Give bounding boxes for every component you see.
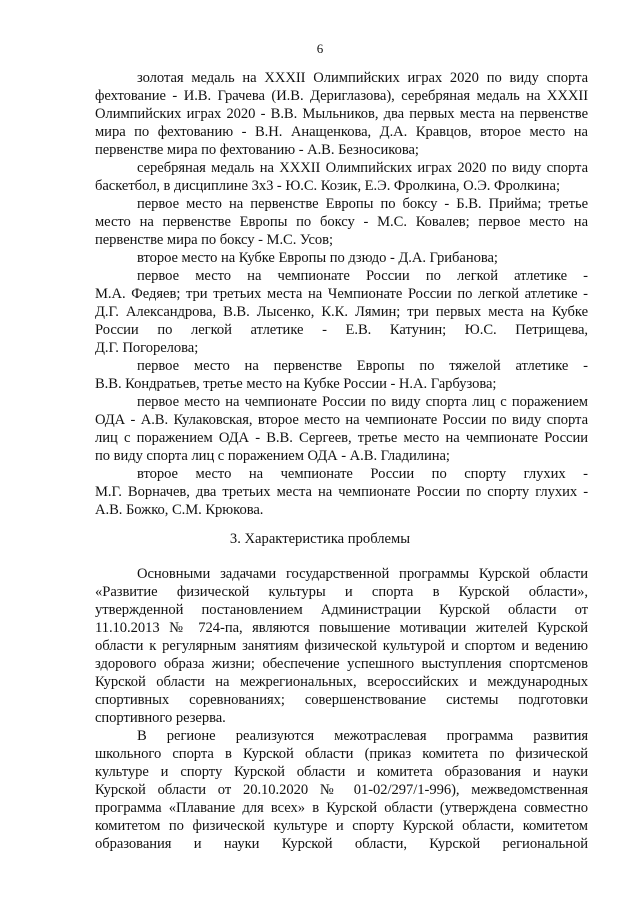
text-line: баскетбол, в дисциплине 3х3 - Ю.С. Козик, Е.Э. Фролкина, О.Э. Фролкина;	[95, 178, 560, 194]
text-line: В регионе реализуются межотраслевая программа развития	[137, 728, 588, 744]
text-line: первое место на чемпионате России по виду спорта лиц с поражением	[137, 394, 588, 410]
text-line: спортивного резерва.	[95, 710, 226, 726]
text-line: Основными задачами государственной программы Курской области	[137, 566, 588, 582]
text-line: А.В. Божко, С.М. Крюкова.	[95, 502, 264, 518]
text-line: первенстве мира по боксу - М.С. Усов;	[95, 232, 333, 248]
text-line: России по легкой атлетике - Е.В. Катунин; Ю.С. Петрищева,	[95, 322, 588, 338]
text-line: области к регулярным занятиям физической культурой и спортом и ведению	[95, 638, 588, 654]
text-line: образования и науки Курской области, Курской региональной	[95, 836, 588, 852]
text-line: школьного спорта в Курской области (приказ комитета по физической	[95, 746, 588, 762]
text-line: первое место на чемпионате России по легкой атлетике -	[137, 268, 588, 284]
text-line: серебряная медаль на XXXII Олимпийских играх 2020 по виду спорта	[137, 160, 588, 176]
text-line: ОДА - А.В. Кулаковская, второе место на чемпионате России по виду спорта	[95, 412, 588, 428]
text-line: спортивных соревнованиях; совершенствование системы подготовки	[95, 692, 588, 708]
text-line: по виду спорта лиц с поражением ОДА - А.В. Гладилина;	[95, 448, 450, 464]
text-line: Д.Г. Погорелова;	[95, 340, 199, 356]
text-line: программа «Плавание для всех» в Курской области (утверждена совместно	[95, 800, 588, 816]
text-line: первое место на первенстве Европы по боксу - Б.В. Прийма; третье	[137, 196, 588, 212]
text-line: Д.Г. Александрова, В.В. Лысенко, К.К. Лямин; три первых места на Кубке	[95, 304, 588, 320]
text-line: утвержденной постановлением Администрации Курской области от	[95, 602, 588, 618]
text-line: золотая медаль на XXXII Олимпийских играх 2020 по виду спорта	[137, 70, 588, 86]
text-line: 11.10.2013 № 724-па, являются повышение мотивации жителей Курской	[95, 620, 588, 636]
text-line: М.Г. Ворначев, два третьих места на чемпионате России по спорту глухих -	[95, 484, 588, 500]
text-line: В.В. Кондратьев, третье место на Кубке России - Н.А. Гарбузова;	[95, 376, 497, 392]
text-line: комитетом по физической культуре и спорту Курской области, комитетом	[95, 818, 588, 834]
text-line: первенстве мира по фехтованию - А.В. Безносикова;	[95, 142, 419, 158]
text-line: Олимпийских играх 2020 - В.В. Мыльников, два первых места на первенстве	[95, 106, 588, 122]
text-line: лиц с поражением ОДА - В.В. Сергеев, третье место на чемпионате России	[95, 430, 588, 446]
text-line: здорового образа жизни; обеспечение успешного выступления спортсменов	[95, 656, 588, 672]
text-line: Курской области на межрегиональных, всероссийских и международных	[95, 674, 588, 690]
text-line: Курской области от 20.10.2020 № 01-02/297/1-996), межведомственная	[95, 782, 588, 798]
text-line: культуре и спорту Курской области и комитета образования и науки	[95, 764, 588, 780]
section-heading: 3. Характеристика проблемы	[229, 531, 411, 547]
text-line: место на первенстве Европы по боксу - М.С. Ковалев; первое место на	[95, 214, 588, 230]
text-line: второе место на Кубке Европы по дзюдо - Д.А. Грибанова;	[137, 250, 498, 266]
text-line: второе место на чемпионате России по спорту глухих -	[137, 466, 588, 482]
page-number: 6	[316, 41, 324, 56]
text-line: первое место на первенстве Европы по тяжелой атлетике -	[137, 358, 588, 374]
text-line: фехтование - И.В. Грачева (И.В. Дериглазова), серебряная медаль на XXXII	[95, 88, 588, 104]
text-line: мира по фехтованию - В.Н. Анащенкова, Д.А. Кравцов, второе место на	[95, 124, 588, 140]
text-line: М.А. Федяев; три третьих места на Чемпионате России по легкой атлетике -	[95, 286, 588, 302]
text-line: «Развитие физической культуры и спорта в Курской области»,	[95, 584, 588, 600]
